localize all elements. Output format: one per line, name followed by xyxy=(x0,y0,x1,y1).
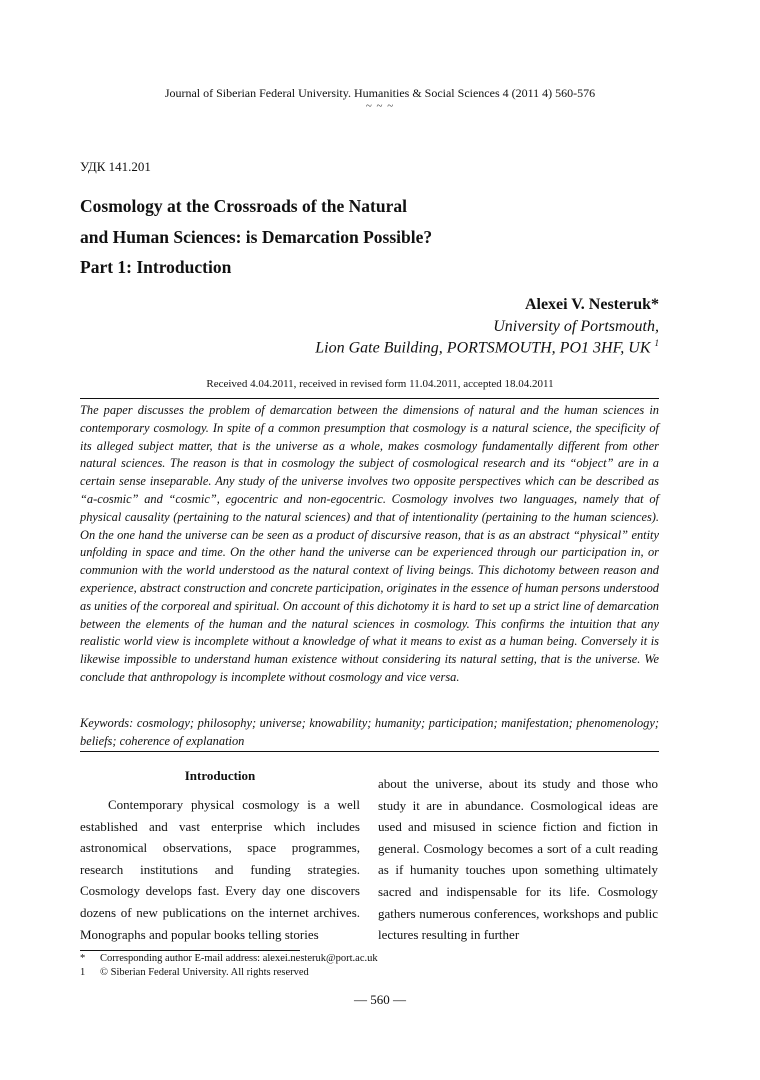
footnote-corresponding-author xyxy=(80,953,378,964)
footnote-text: Corresponding author E-mail address: alexei.nesteruk@port.ac.uk xyxy=(100,953,378,964)
title-line-2: and Human Sciences: is Demarcation Possible? xyxy=(80,227,433,247)
abstract-bottom-rule xyxy=(80,751,659,752)
footnote-copyright xyxy=(80,967,309,978)
title-line-1: Cosmology at the Crossroads of the Natural xyxy=(80,196,407,216)
affiliation-footnote-mark: 1 xyxy=(654,338,659,348)
footnote-mark: * xyxy=(80,953,86,964)
abstract-top-rule xyxy=(80,398,659,399)
footnote-rule xyxy=(80,950,300,951)
author-affiliation-1: University of Portsmouth, xyxy=(493,318,659,335)
author-affiliation-2 xyxy=(315,338,659,357)
affiliation-address: Lion Gate Building, PORTSMOUTH, PO1 3HF, UK xyxy=(315,339,651,357)
footnote-text: © Siberian Federal University. All rights reserved xyxy=(100,967,309,978)
abstract: The paper discusses the problem of demarcation between the dimensions of natural and the human sciences in contemporary cosmology. In spite of a common presumption that cosmology is a natural science, the specificity of its alleged subject matter, that is the universe as a whole, makes cosmology fundamentally different from other natural sciences. The reason is that in cosmology the subject of cosmological research and its “object” are in a certain sense inseparable. Any study of the universe involves two opposite perspectives which can be described as “a-cosmic” and “cosmic”, egocentric and non-egocentric. Cosmology involves two languages, namely that of physical causality (pertaining to the natural sciences) and that of intentionality (pertaining to the human sciences). On the one hand the universe can be seen as a product of discursive reason, that is as an abstract “physical” entity unfolding in space and time. On the other hand the universe can be experienced through our participation in, or communion with the world understood as the natural context of living beings. This dichotomy between reason and experience, abstract construction and concrete participation, originates in the essence of human persons understood as unities of the corporeal and spiritual. On account of this dichotomy it is hard to set up a strict line of demarcation between the elements of the human and the natural sciences in cosmology. This confirms the intuition that any realistic world view is incomplete without a knowledge of what it means to exist as a human being. Conversely it is likewise impossible to understand human existence without considering its natural setting, that is the universe. We conclude that anthropology is incomplete without cosmology and vice versa. xyxy=(80,403,659,684)
body-column-right: about the universe, about its study and those who study it are in abundance. Cosmological ideas are used and misused in science fiction and fiction in general. Cosmology becomes a sort of a cult reading as if humanity touches upon something ultimately sacred and indispensable for its life. Cosmology gathers numerous conferences, workshops and public lectures resulting in further xyxy=(378,776,658,943)
title-line-3: Part 1: Introduction xyxy=(80,257,232,277)
udc-code: УДК 141.201 xyxy=(80,159,151,174)
body-column-left: Contemporary physical cosmology is a well established and vast enterprise which includes astronomical observations, space programmes, research institutions and funding strategies. Cosmology develops fast. Every day one discovers dozens of new publications on the internet archives. Monographs and popular books telling stories xyxy=(80,797,360,942)
footnote-mark: 1 xyxy=(80,967,86,978)
received-dates: Received 4.04.2011, received in revised form 11.04.2011, accepted 18.04.2011 xyxy=(206,378,554,390)
journal-header: Journal of Siberian Federal University. Humanities & Social Sciences 4 (2011 4) 560-576 xyxy=(164,86,596,100)
page-number: — 560 — xyxy=(354,992,406,1007)
header-separator: ~ ~ ~ xyxy=(365,100,395,112)
keywords: Keywords: cosmology; philosophy; universe; knowability; humanity; participation; manifestation; phenomenology; beliefs; coherence of explanation xyxy=(80,716,659,748)
author-name: Alexei V. Nesteruk* xyxy=(524,296,659,313)
section-heading-introduction: Introduction xyxy=(184,768,256,783)
